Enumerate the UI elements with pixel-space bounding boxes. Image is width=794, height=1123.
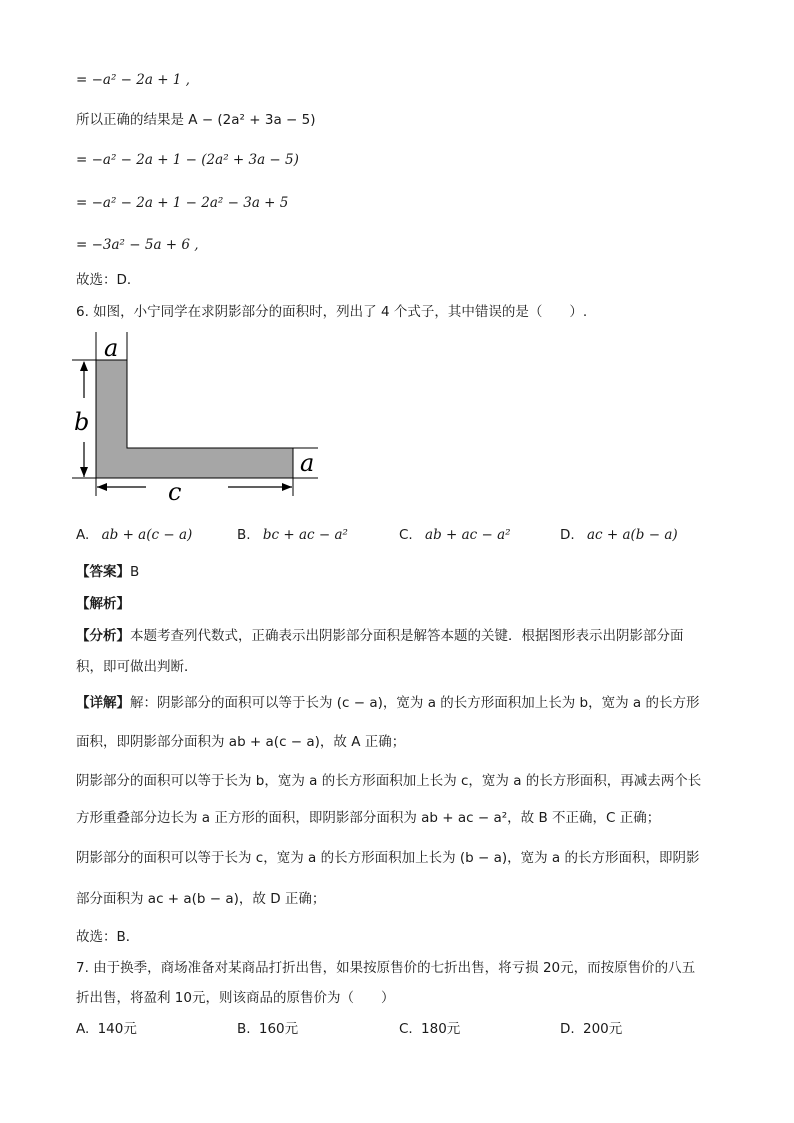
question-7-stem-2: 折出售，将盈利 10元，则该商品的原售价为（ ）: [76, 990, 395, 1006]
conclusion-line: 故选：B．: [76, 929, 140, 945]
option-letter: D.: [560, 527, 575, 543]
detail-line-4: 方形重叠部分边长为 a 正方形的面积，即阴影部分面积为 ab + ac − a²，故 B 不正确，C 正确；: [76, 810, 661, 826]
detail-line-5: 阴影部分的面积可以等于长为 c，宽为 a 的长方形面积加上长为 (b − a)，宽为 a 的长方形面积，即阴影: [76, 850, 700, 866]
fenxi-line-2: 积，即可做出判断．: [76, 659, 198, 675]
detail-line-6: 部分面积为 ac + a(b − a)，故 D 正确；: [76, 891, 326, 907]
option-d: [560, 525, 678, 545]
option-letter: A.: [76, 527, 90, 543]
option-text: 160元: [258, 1021, 299, 1037]
xiangjie-tag: 【详解】: [76, 695, 130, 711]
detail-line-3: 阴影部分的面积可以等于长为 b，宽为 a 的长方形面积加上长为 c，宽为 a 的长方形面积，再减去两个长: [76, 773, 702, 789]
shaded-region: [96, 360, 293, 478]
detail-text: 解：阴影部分的面积可以等于长为 (c − a)，宽为 a 的长方形面积加上长为 b，宽为 a 的长方形: [130, 695, 700, 711]
q7-option-a: [76, 1019, 137, 1039]
option-expr: bc + ac − a²: [262, 527, 348, 543]
option-letter: D.: [560, 1021, 575, 1037]
option-c: [399, 525, 511, 545]
fenxi-line-1: [76, 626, 684, 646]
option-letter: A.: [76, 1021, 90, 1037]
detail-line-1: [76, 693, 699, 713]
question-6-stem: 6. 如图，小宁同学在求阴影部分的面积时，列出了 4 个式子，其中错误的是（ ）.: [76, 304, 588, 320]
solution-line: = −a² − 2a + 1 − (2a² + 3a − 5): [76, 152, 299, 168]
solution-line: 故选：D．: [76, 272, 141, 288]
label-top-a: a: [104, 334, 119, 362]
fenxi-text: 本题考查列代数式，正确表示出阴影部分面积是解答本题的关键．根据图形表示出阴影部分面: [130, 628, 684, 644]
option-letter: C.: [399, 1021, 413, 1037]
label-right-a: a: [300, 449, 315, 477]
answer-value: B: [130, 564, 140, 580]
detail-line-2: 面积，即阴影部分面积为 ab + a(c − a)，故 A 正确；: [76, 734, 406, 750]
option-letter: B.: [237, 527, 251, 543]
question-7-stem-1: 7. 由于换季，商场准备对某商品打折出售，如果按原售价的七折出售，将亏损 20元，而按原售价的八五: [76, 960, 696, 976]
option-letter: C.: [399, 527, 413, 543]
q7-option-d: [560, 1019, 622, 1039]
fenxi-tag: 【分析】: [76, 628, 130, 644]
option-b: [237, 525, 348, 545]
option-text: 140元: [97, 1021, 137, 1037]
option-text: 200元: [582, 1021, 623, 1037]
answer-line: [76, 562, 139, 582]
q7-option-c: [399, 1019, 460, 1039]
answer-tag: 【答案】: [76, 564, 130, 580]
q7-option-b: [237, 1019, 298, 1039]
solution-line: = −a² − 2a + 1 − 2a² − 3a + 5: [76, 195, 289, 211]
option-letter: B.: [237, 1021, 251, 1037]
option-a: [76, 525, 192, 545]
option-text: 180元: [421, 1021, 461, 1037]
option-expr: ab + ac − a²: [425, 527, 511, 543]
label-left-b: b: [74, 408, 90, 436]
solution-line: 所以正确的结果是 A − (2a² + 3a − 5): [76, 112, 316, 128]
solution-line: = −3a² − 5a + 6 ,: [76, 237, 199, 253]
option-expr: ab + a(c − a): [101, 527, 193, 543]
l-shape-figure: [66, 330, 336, 510]
label-bottom-c: c: [168, 478, 182, 506]
solution-line: = −a² − 2a + 1 ,: [76, 72, 190, 88]
jiexi-heading: 【解析】: [76, 596, 130, 612]
option-expr: ac + a(b − a): [586, 527, 678, 543]
